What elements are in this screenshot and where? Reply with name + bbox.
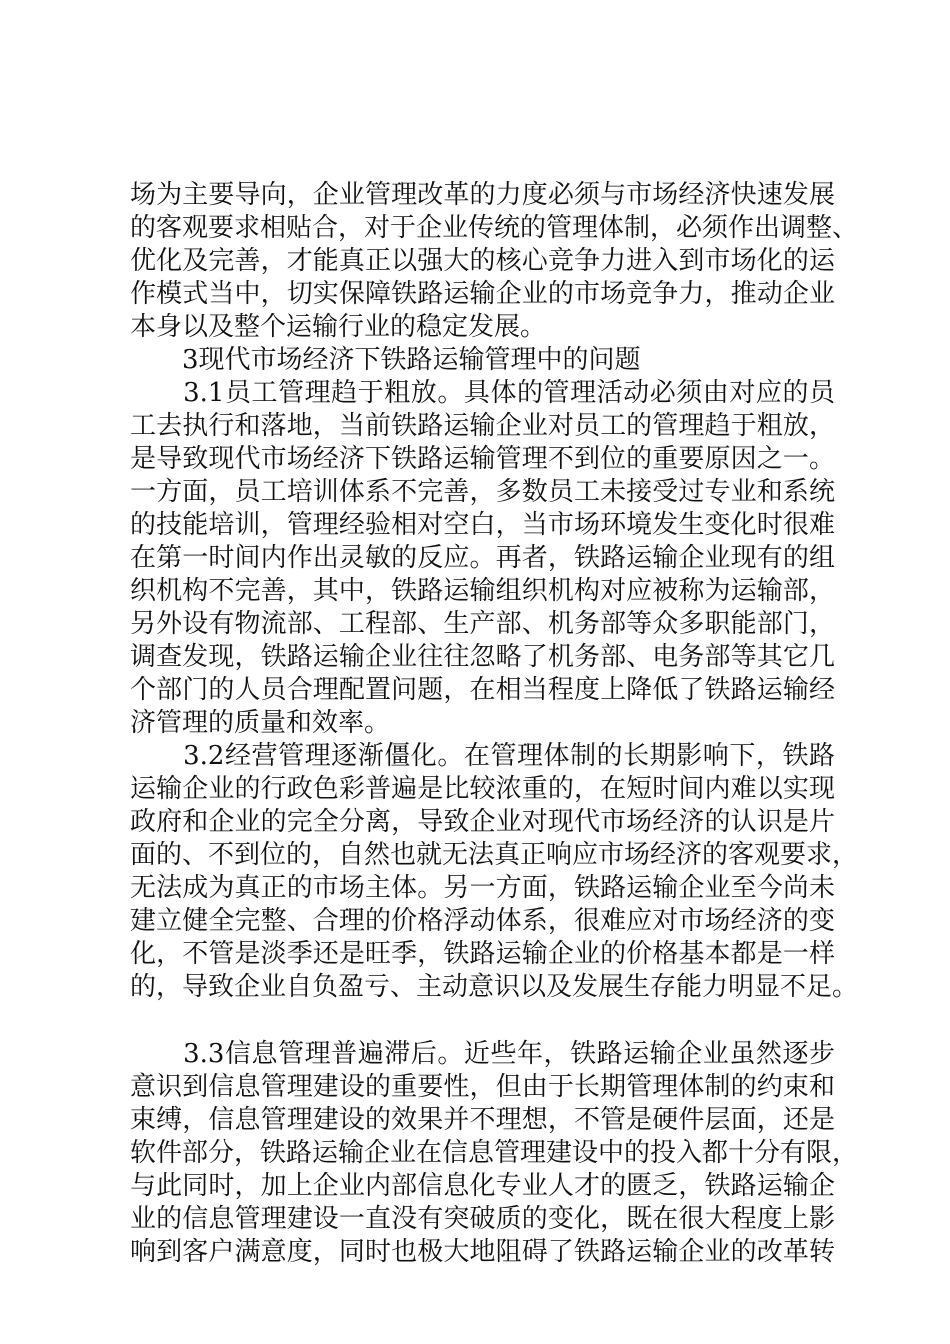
text-line: 织机构不完善，其中，铁路运输组织机构对应被称为运输部， — [130, 576, 835, 606]
text-line: 工去执行和落地，当前铁路运输企业对员工的管理趋于粗放， — [130, 411, 835, 441]
text-line: 运输企业的行政色彩普遍是比较浓重的，在短时间内难以实现 — [130, 774, 835, 804]
text-line: 本身以及整个运输行业的稳定发展。 — [130, 312, 547, 342]
text-line: 场为主要导向，企业管理改革的力度必须与市场经济快速发展 — [130, 180, 835, 210]
text-line: 济管理的质量和效率。 — [130, 708, 391, 738]
text-line: 束缚，信息管理建设的效果并不理想，不管是硬件层面，还是 — [130, 1105, 835, 1135]
text-line: 调查发现，铁路运输企业往往忽略了机务部、电务部等其它几 — [130, 642, 835, 672]
text-line: 响到客户满意度，同时也极大地阻碍了铁路运输企业的改革转 — [130, 1237, 835, 1267]
text-line: 政府和企业的完全分离，导致企业对现代市场经济的认识是片 — [130, 807, 835, 837]
text-line: 作模式当中，切实保障铁路运输企业的市场竞争力，推动企业 — [130, 279, 835, 309]
text-line: 是导致现代市场经济下铁路运输管理不到位的重要原因之一。 — [130, 444, 835, 474]
text-line: 建立健全完整、合理的价格浮动体系，很难应对市场经济的变 — [130, 906, 835, 936]
text-line: 另外设有物流部、工程部、生产部、机务部等众多职能部门， — [130, 609, 835, 639]
text-line: 的客观要求相贴合，对于企业传统的管理体制，必须作出调整、 — [130, 213, 859, 243]
text-line: 无法成为真正的市场主体。另一方面，铁路运输企业至今尚未 — [130, 873, 835, 903]
text-line: 软件部分，铁路运输企业在信息管理建设中的投入都十分有限， — [130, 1138, 859, 1168]
text-line: 与此同时，加上企业内部信息化专业人才的匮乏，铁路运输企 — [130, 1171, 835, 1201]
text-line: 3.2经营管理逐渐僵化。在管理体制的长期影响下，铁路 — [130, 741, 835, 771]
text-line: 意识到信息管理建设的重要性，但由于长期管理体制的约束和 — [130, 1072, 835, 1102]
text-line: 个部门的人员合理配置问题，在相当程度上降低了铁路运输经 — [130, 675, 835, 705]
text-line: 的，导致企业自负盈亏、主动意识以及发展生存能力明显不足。 — [130, 972, 859, 1002]
text-line: 化，不管是淡季还是旺季，铁路运输企业的价格基本都是一样 — [130, 939, 835, 969]
text-line: 优化及完善，才能真正以强大的核心竞争力进入到市场化的运 — [130, 246, 835, 276]
text-line: 面的、不到位的，自然也就无法真正响应市场经济的客观要求， — [130, 840, 859, 870]
text-line: 的技能培训，管理经验相对空白，当市场环境发生变化时很难 — [130, 510, 835, 540]
text-line: 一方面，员工培训体系不完善，多数员工未接受过专业和系统 — [130, 477, 835, 507]
text-line: 业的信息管理建设一直没有突破质的变化，既在很大程度上影 — [130, 1204, 835, 1234]
text-line: 在第一时间内作出灵敏的反应。再者，铁路运输企业现有的组 — [130, 543, 835, 573]
text-line: 3.3信息管理普遍滞后。近些年，铁路运输企业虽然逐步 — [130, 1039, 835, 1069]
text-line: 3.1员工管理趋于粗放。具体的管理活动必须由对应的员 — [130, 378, 835, 408]
section-heading: 3现代市场经济下铁路运输管理中的问题 — [130, 345, 641, 375]
